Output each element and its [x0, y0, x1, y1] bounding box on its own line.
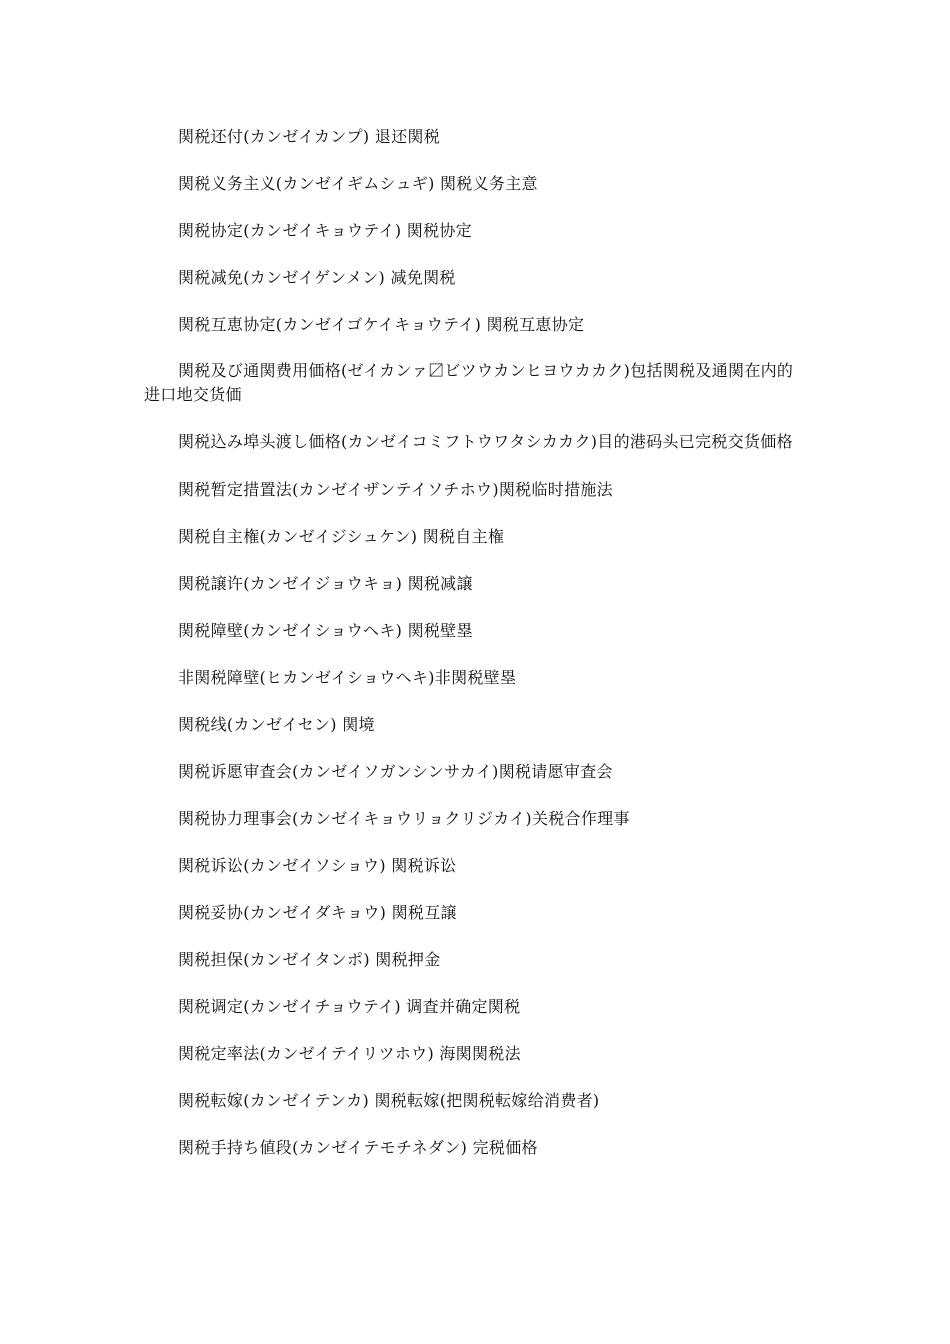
glossary-entry: 関税协力理事会(カンゼイキョウリョクリジカイ)关税合作理事: [178, 809, 630, 828]
glossary-entry: 非関税障壁(ヒカンゼイショウヘキ)非関税壁塁: [178, 668, 517, 687]
glossary-entry: 関税妥协(カンゼイダキョウ) 関税互譲: [178, 903, 457, 922]
glossary-entry: 関税定率法(カンゼイテイリツホウ) 海関関税法: [178, 1044, 521, 1063]
glossary-entry: 関税暂定措置法(カンゼイザンテイソチホウ)関税临时措施法: [178, 480, 613, 499]
glossary-entry: 関税义务主义(カンゼイギムシュギ) 関税义务主意: [178, 174, 538, 193]
glossary-entry: 関税线(カンゼイセン) 関境: [178, 715, 375, 734]
glossary-entry: 関税障壁(カンゼイショウヘキ) 関税壁塁: [178, 621, 473, 640]
glossary-entry: 関税互恵协定(カンゼイゴケイキョウテイ) 関税互恵协定: [178, 315, 585, 334]
glossary-entry: 関税及び通関费用価格(ゼイカンァ〼ビツウカンヒヨウカカク)包括関税及通関在内的进口地交货価: [144, 361, 794, 404]
glossary-entry: 関税减免(カンゼイゲンメン) 减免関税: [178, 268, 456, 287]
glossary-entry: 関税诉愿审査会(カンゼイソガンシンサカイ)関税请愿审査会: [178, 762, 613, 781]
glossary-entry: 関税担保(カンゼイタンポ) 関税押金: [178, 950, 441, 969]
glossary-entry: 関税诉讼(カンゼイソショウ) 関税诉讼: [178, 856, 457, 875]
glossary-entry: 関税手持ち値段(カンゼイテモチネダン) 完税価格: [178, 1138, 538, 1157]
glossary-entry: 関税譲许(カンゼイジョウキョ) 関税减譲: [178, 574, 473, 593]
glossary-entry: 関税込み埠头渡し価格(カンゼイコミフトウワタシカカク)目的港码头已完税交货価格: [178, 432, 793, 451]
glossary-entry: 関税协定(カンゼイキョウテイ) 関税协定: [178, 221, 472, 240]
glossary-entry: 関税还付(カンゼイカンプ) 退还関税: [178, 127, 441, 146]
glossary-entry: 関税転嫁(カンゼイテンカ) 関税転嫁(把関税転嫁给消费者): [178, 1091, 600, 1110]
glossary-entry: 関税自主権(カンゼイジシュケン) 関税自主権: [178, 527, 505, 546]
glossary-list: [144, 124, 804, 1182]
glossary-entry: 関税调定(カンゼイチョウテイ) 调査并确定関税: [178, 997, 521, 1016]
